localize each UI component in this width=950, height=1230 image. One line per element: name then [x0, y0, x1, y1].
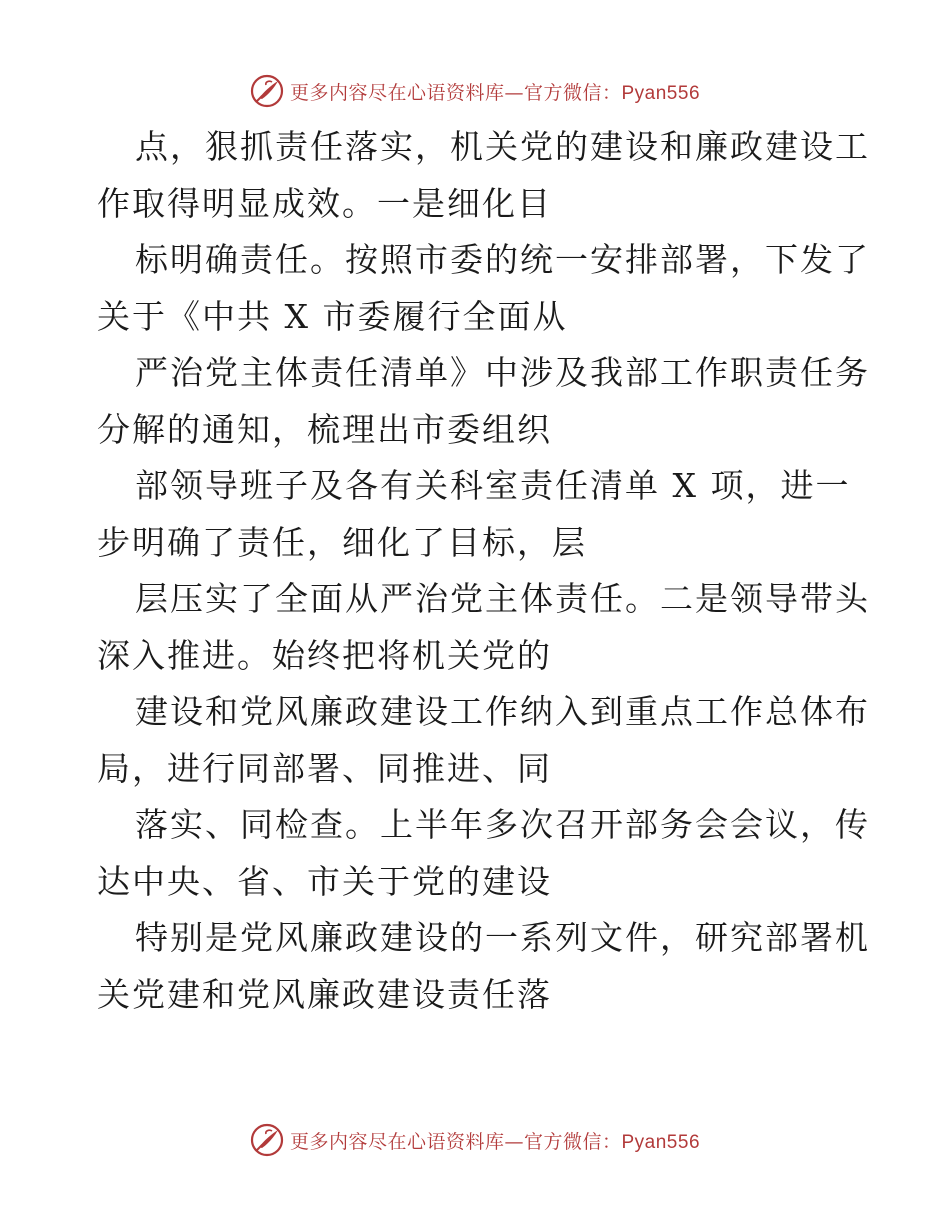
header-banner [0, 71, 950, 111]
body-line: 达中央、省、市关于党的建设 [97, 861, 552, 901]
body-line: 严治党主体责任清单》中涉及我部工作职责任务 [135, 353, 870, 392]
footer-site-text: 更多内容尽在心语资料库—官方微信：Pyan556 [289, 1130, 701, 1153]
quill-logo-icon [250, 1123, 284, 1157]
body-line: 标明确责任。按照市委的统一安排部署，下发了 [135, 240, 870, 279]
body-line: 分解的通知，梳理出市委组织 [97, 409, 552, 449]
body-line: 深入推进。始终把将机关党的 [97, 635, 552, 675]
body-line: 步明确了责任，细化了目标，层 [97, 522, 587, 562]
footer-wechat-id: Pyan556 [621, 1131, 701, 1153]
body-line: 部领导班子及各有关科室责任清单 X 项，进一 [135, 466, 851, 505]
body-line: 层压实了全面从严治党主体责任。二是领导带头 [135, 579, 870, 618]
body-line: 特别是党风廉政建设的一系列文件，研究部署机 [135, 918, 870, 957]
body-line: 点，狠抓责任落实，机关党的建设和廉政建设工 [135, 127, 870, 166]
quill-logo-icon [250, 74, 284, 108]
body-line: 落实、同检查。上半年多次召开部务会会议，传 [135, 805, 870, 844]
body-line: 关于《中共 X 市委履行全面从 [97, 296, 568, 336]
header-site-text: 更多内容尽在心语资料库—官方微信：Pyan556 [289, 81, 701, 104]
document-body [97, 126, 870, 1030]
body-line: 作取得明显成效。一是细化目 [97, 183, 552, 223]
header-wechat-id: Pyan556 [621, 82, 701, 104]
body-line: 局，进行同部署、同推进、同 [97, 748, 552, 788]
body-line: 建设和党风廉政建设工作纳入到重点工作总体布 [135, 692, 870, 731]
body-line: 关党建和党风廉政建设责任落 [97, 974, 552, 1014]
footer-banner [0, 1120, 950, 1160]
